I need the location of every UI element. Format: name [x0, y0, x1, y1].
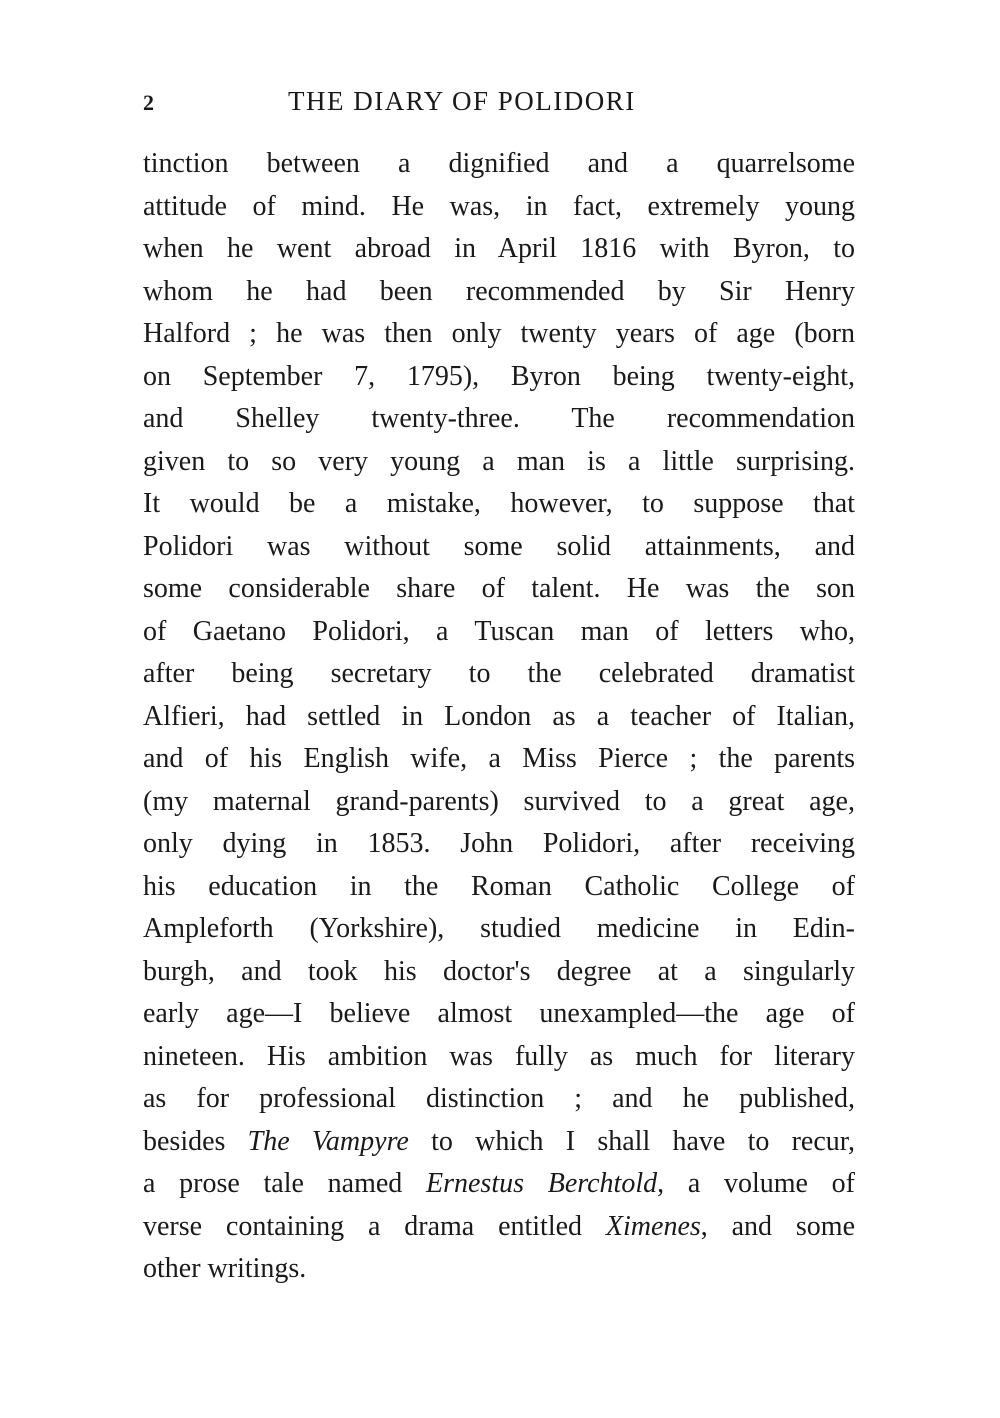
text-line	[143, 1121, 855, 1164]
body-paragraph	[143, 143, 855, 1291]
text-line: Ampleforth (Yorkshire), studied medicine in Edin-	[143, 913, 855, 944]
text-segment: , a volume of	[657, 1168, 855, 1199]
text-line: after being secretary to the celebrated dramatist	[143, 658, 855, 689]
text-line: tinction between a dignified and a quarrelsome	[143, 148, 855, 179]
page-number: 2	[143, 90, 154, 115]
text-segment: , and some	[700, 1210, 856, 1242]
text-line	[143, 1163, 855, 1206]
text-line: only dying in 1853. John Polidori, after receiving	[143, 828, 855, 859]
italic-title-ernestus-berchtold: Ernestus Berchtold	[426, 1168, 658, 1199]
text-line: given to so very young a man is a little surprising.	[143, 445, 855, 477]
text-line: nineteen. His ambition was fully as much for literary	[143, 1040, 855, 1072]
text-line: as for professional distinction ; and he published,	[143, 1083, 855, 1114]
italic-title-ximenes: Ximenes	[605, 1210, 701, 1242]
text-line: on September 7, 1795), Byron being twenty-eight,	[143, 360, 855, 392]
text-line: (my maternal grand-parents) survived to a great age,	[143, 785, 855, 817]
text-line-last: other writings.	[143, 1253, 307, 1284]
text-line: and of his English wife, a Miss Pierce ; the parents	[143, 743, 855, 774]
text-line: whom he had been recommended by Sir Henry	[143, 275, 855, 307]
text-line: It would be a mistake, however, to suppose that	[143, 488, 855, 519]
text-line: and Shelley twenty-three. The recommendation	[143, 403, 855, 434]
text-line: burgh, and took his doctor's degree at a singularly	[143, 955, 855, 987]
text-line: his education in the Roman Catholic College of	[143, 870, 855, 902]
text-segment: to which I shall have to recur,	[408, 1125, 855, 1157]
text-line	[143, 1206, 855, 1249]
text-line: Alfieri, had settled in London as a teacher of Italian,	[143, 700, 855, 732]
text-segment: a prose tale named	[143, 1168, 426, 1199]
text-line: of Gaetano Polidori, a Tuscan man of letters who,	[143, 615, 855, 647]
running-title: THE DIARY OF POLIDORI	[288, 86, 636, 116]
text-line: attitude of mind. He was, in fact, extremely young	[143, 190, 855, 222]
text-line: some considerable share of talent. He was the son	[143, 573, 855, 604]
text-line: Halford ; he was then only twenty years of age (born	[143, 318, 855, 349]
italic-title-the-vampyre: The Vampyre	[247, 1125, 409, 1157]
text-segment: verse containing a drama entitled	[143, 1210, 606, 1242]
text-line: early age—I believe almost unexampled—the age of	[143, 998, 855, 1029]
text-line: Polidori was without some solid attainments, and	[143, 530, 855, 562]
text-line: when he went abroad in April 1816 with Byron, to	[143, 233, 855, 264]
running-head	[143, 86, 855, 126]
text-segment: besides	[143, 1125, 248, 1157]
